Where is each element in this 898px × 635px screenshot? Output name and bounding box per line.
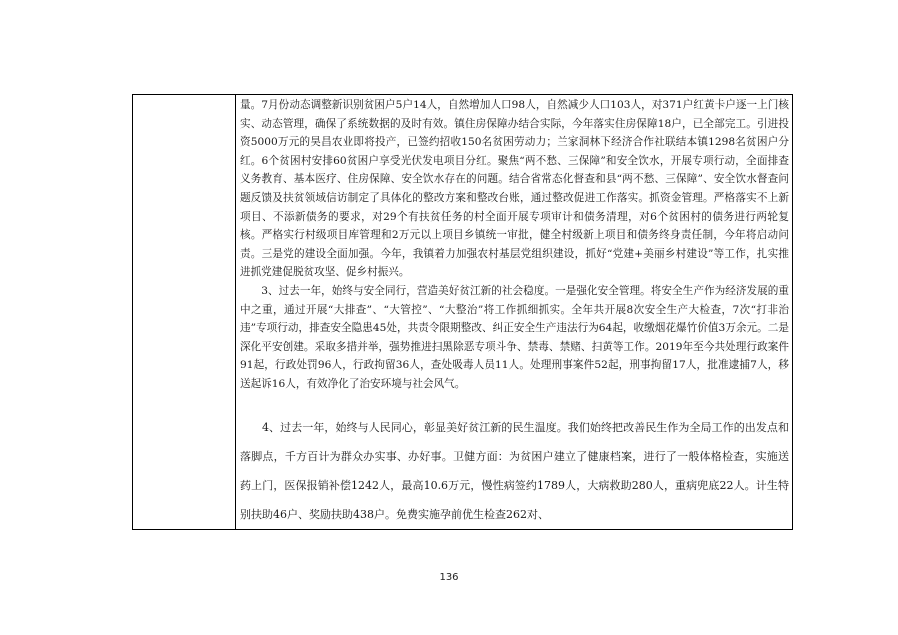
paragraph-safety: 3、过去一年，始终与安全同行，营造美好贫江新的社会稳度。一是强化安全管理。将安全生产作为经济发展的重中之重，通过开展“大排查”、“大管控”、“大整治”将工作抓细抓实。全年共开展8次安全生产大检查，7次“打非治违”专项行动，排查安全隐患45处，共责令限期整改、纠正安全生产违法行为64起，收缴烟花爆竹价值3万余元。二是深化平安创建。采取多措并举，强势推进扫黑除恶专项斗争、禁毒、禁赌、扫黄等工作。2019年至今共处理行政案件91起，行政处罚96人，行政拘留36人，查处吸毒人员11人。处理刑事案件52起，刑事拘留17人，批准逮捕7人，移送起诉16人，有效净化了治安环境与社会风气。 bbox=[240, 284, 789, 390]
document-table bbox=[132, 94, 793, 530]
table-content-cell bbox=[237, 95, 792, 529]
page-number: 136 bbox=[439, 572, 459, 583]
table-label-column bbox=[133, 95, 236, 529]
paragraph-poverty-alleviation: 量。7月份动态调整新识别贫困户5户14人，自然增加人口98人，自然减少人口103人，对371户红黄卡户逐一上门核实、动态管理，确保了系统数据的及时有效。镇住房保障办结合实际，今年落实住房保障18户，已全部完工。引进投资5000万元的昊昌农业即将投产，已签约招收150名贫困劳动力；兰家洞林下经济合作社联结本镇1298名贫困户分红。6个贫困村安排60贫困户享受光伏发电项目分红。聚焦“两不愁、三保障”和安全饮水，开展专项行动，全面排查义务教育、基本医疗、住房保障、安全饮水存在的问题。结合省常态化督查和县“两不愁、三保障”、安全饮水督查问题反馈及扶贫领域信访制定了具体化的整改方案和整改台账，通过整改促进工作落实。抓资金管理。严格落实不上新项目、不添新债务的要求，对29个有扶贫任务的村全面开展专项审计和债务清理，对6个贫困村的债务进行两轮复核。严格实行村级项目库管理和2万元以上项目乡镇统一审批，健全村级新上项目和债务终身责任制，今年将启动问责。三是党的建设全面加强。今年，我镇着力加强农村基层党组织建设，抓好“党建+美丽乡村建设”等工作，扎实推进抓党建促脱贫攻坚、促乡村振兴。 bbox=[240, 99, 789, 279]
paragraph-livelihood: 4、过去一年，始终与人民同心，彰显美好贫江新的民生温度。我们始终把改善民生作为全局工作的出发点和落脚点，千方百计为群众办实事、办好事。卫健方面：为贫困户建立了健康档案，进行了一般体格检查，实施送药上门，医保报销补偿1242人，最高10.6万元，慢性病签约1789人，大病救助280人，重病兜底22人。计生特别扶助46户、奖励扶助438户。免费实施孕前优生检查262对、 bbox=[240, 420, 789, 521]
